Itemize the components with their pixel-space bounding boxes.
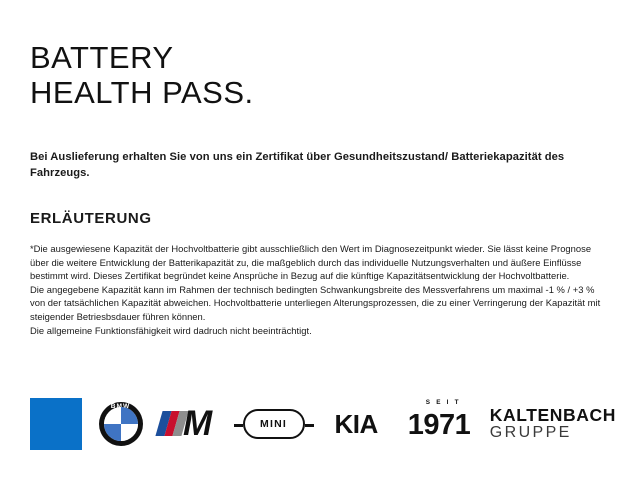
bmw-quadrant-white-2: [121, 424, 138, 441]
m-letter: M: [183, 404, 212, 443]
bmw-m-icon: [159, 404, 229, 443]
bmw-roundel-icon: [99, 402, 143, 446]
bmw-logo-cell: [99, 398, 143, 450]
bmw-quadrant-blue-2: [104, 424, 121, 441]
mini-wordmark: MINI: [260, 418, 287, 430]
kaltenbach-year: 1971: [407, 409, 471, 441]
subtitle-text: Bei Auslieferung erhalten Sie von uns ein Zertifikat über Gesundheitszustand/ Batteriekapazität des Fahrzeugs.: [30, 151, 565, 179]
bmw-quadrant-white-1: [104, 407, 121, 424]
bmw-quadrant-blue-1: [121, 407, 138, 424]
brand-logo-bar: [30, 393, 616, 455]
page-title: [30, 40, 610, 110]
paragraph-1: *Die ausgewiesene Kapazität der Hochvoltbatterie gibt ausschließlich den Wert im Diagnosezeitpunkt wieder. Sie lässt keine Prognose über die weitere Entwicklung der Batterikapazität zu, die maßgeblich durch das individuelle Nutzungsverhalten und äußere Einflüsse bestimmt wird. Dieses Zertifikat begründet keine Ansprüche in Bezug auf die künftige Kapazitätsentwicklung der Hochvoltbatterie.: [30, 243, 592, 282]
mini-wing-left: [234, 424, 243, 427]
kaltenbach-logo-cell: [408, 398, 616, 450]
kaltenbach-year-mark: [408, 399, 482, 449]
paragraph-3: Die allgemeine Funktionsfähigkeit wird dadruch nicht beeinträchtigt.: [30, 324, 312, 336]
color-swatch-cell: [30, 398, 82, 450]
title-line-2: HEALTH PASS.: [30, 75, 254, 110]
kia-logo-cell: [335, 398, 378, 450]
mini-wing-right: [305, 424, 314, 427]
kia-wordmark: KIA: [334, 408, 378, 439]
section-heading: ERLÄUTERUNG: [30, 210, 152, 227]
bmw-m-logo-cell: [159, 398, 229, 450]
explanation-body: [30, 242, 610, 337]
kaltenbach-seit-label: S E I T: [425, 399, 461, 406]
blue-square-logo: [30, 398, 82, 450]
mini-wings-icon: [243, 409, 305, 439]
mini-logo-cell: [243, 398, 305, 450]
kaltenbach-text-block: [490, 406, 616, 442]
bmw-quadrants: [104, 407, 138, 441]
kaltenbach-gruppe-logo: [408, 399, 616, 449]
paragraph-2: Die angegebene Kapazität kann im Rahmen der technisch bedingten Schwankungsbreite des Messverfahrens um maximal -1 % / +3 % von der tatsächlichen Kapazität abweichen. Hochvoltbatterie unterliegen Alterungsprozessen, die zu einer Verringerung der Kapazität mit steigender Betriesbsdauer führen können.: [30, 283, 601, 322]
title-line-1: BATTERY: [30, 40, 174, 75]
kaltenbach-subname: GRUPPE: [489, 424, 572, 442]
kaltenbach-name: KALTENBACH: [489, 404, 616, 425]
